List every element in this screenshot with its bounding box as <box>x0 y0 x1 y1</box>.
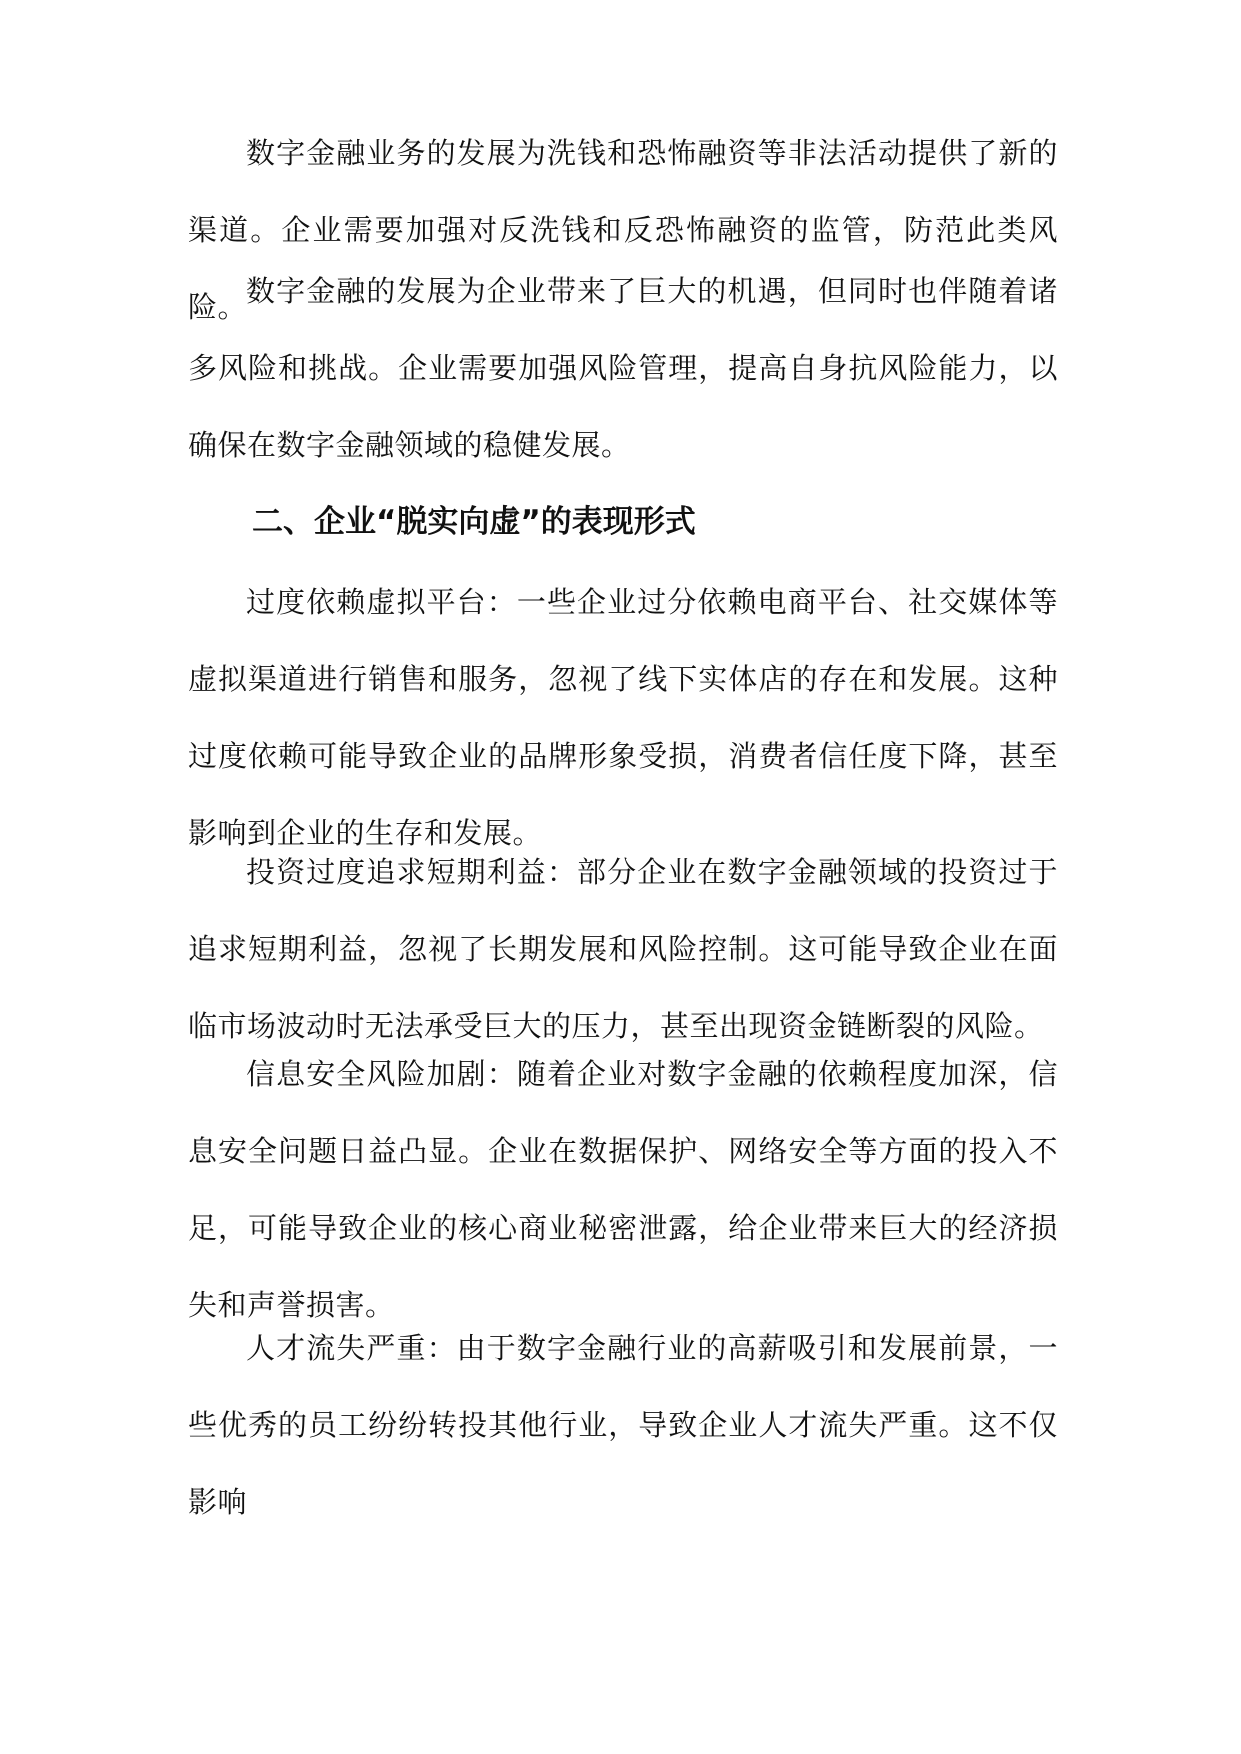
paragraph-short-term-investment: 投资过度追求短期利益：部分企业在数字金融领域的投资过于追求短期利益，忽视了长期发展和风险控制。这可能导致企业在面临市场波动时无法承受巨大的压力，甚至出现资金链断裂的风险。 <box>188 855 1058 1043</box>
paragraph-digital-finance-risks: 数字金融的发展为企业带来了巨大的机遇，但同时也伴随着诸多风险和挑战。企业需要加强风险管理，提高自身抗风险能力，以确保在数字金融领域的稳健发展。 <box>188 274 1058 462</box>
paragraph-anti-money-laundering: 数字金融业务的发展为洗钱和恐怖融资等非法活动提供了新的渠道。企业需要加强对反洗钱和反恐怖融资的监管，防范此类风险。 <box>188 136 1058 324</box>
section-heading: 二、企业“脱实向虚”的表现形式 <box>252 504 696 540</box>
paragraph-virtual-platform-dependence: 过度依赖虚拟平台：一些企业过分依赖电商平台、社交媒体等虚拟渠道进行销售和服务，忽视了线下实体店的存在和发展。这种过度依赖可能导致企业的品牌形象受损，消费者信任度下降，甚至影响到企业的生存和发展。 <box>188 585 1058 850</box>
paragraph-talent-loss: 人才流失严重：由于数字金融行业的高薪吸引和发展前景，一些优秀的员工纷纷转投其他行业，导致企业人才流失严重。这不仅影响 <box>188 1331 1058 1519</box>
paragraph-information-security: 信息安全风险加剧：随着企业对数字金融的依赖程度加深，信息安全问题日益凸显。企业在数据保护、网络安全等方面的投入不足，可能导致企业的核心商业秘密泄露，给企业带来巨大的经济损失和声誉损害。 <box>188 1057 1058 1322</box>
